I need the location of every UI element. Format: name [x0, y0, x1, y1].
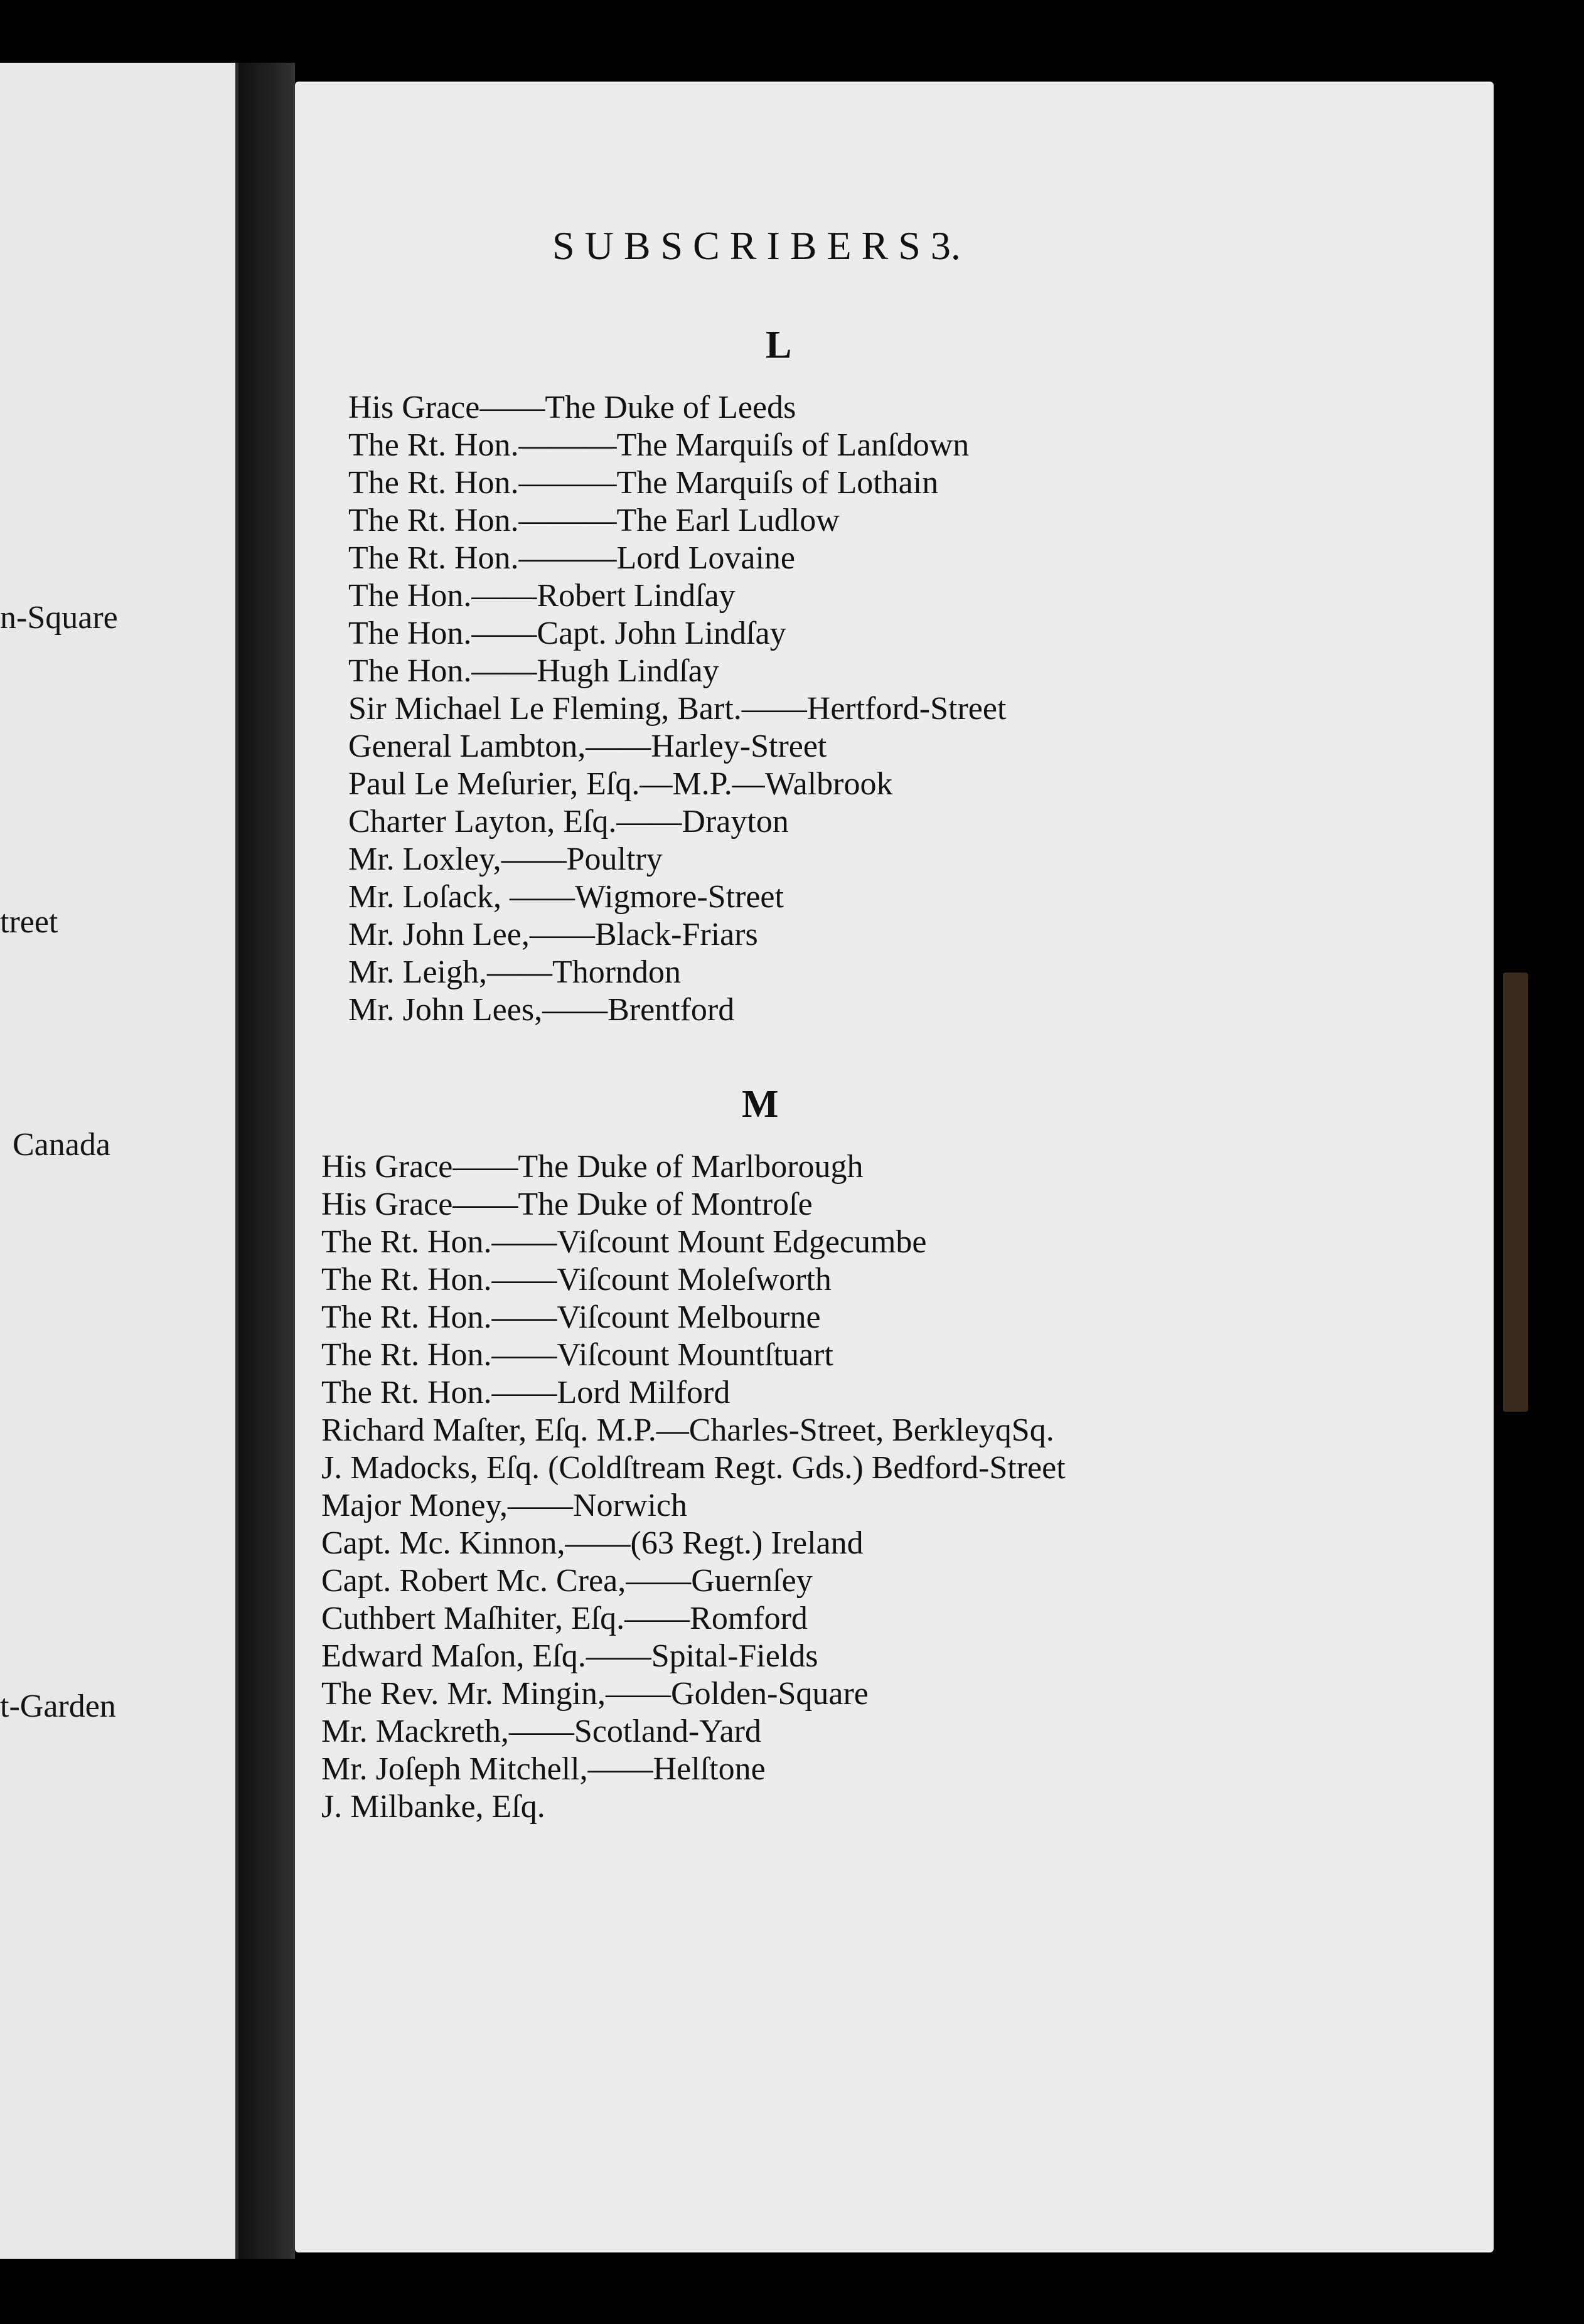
list-item: Mr. Leigh,——Thorndon — [348, 954, 682, 990]
list-item: The Hon.——Hugh Lindſay — [348, 653, 719, 689]
list-item: Mr. Loſack, ——Wigmore-Street — [348, 879, 784, 915]
list-item: Sir Michael Le Fleming, Bart.——Hertford-Street — [348, 691, 1007, 727]
list-item: The Rt. Hon.——Lord Milford — [321, 1375, 730, 1410]
page-header — [552, 223, 961, 269]
list-item: Major Money,——Norwich — [321, 1488, 687, 1523]
list-item: His Grace——The Duke of Leeds — [348, 390, 796, 425]
page-edge-shadow — [1503, 973, 1528, 1412]
left-page-fragment: treet — [0, 904, 58, 940]
subscribers-page — [295, 82, 1494, 2252]
subscriber-list-m — [321, 1148, 1476, 1932]
list-item: His Grace——The Duke of Montroſe — [321, 1186, 813, 1222]
list-item: Mr. Loxley,——Poultry — [348, 841, 663, 877]
list-item: Edward Maſon, Eſq.——Spital-Fields — [321, 1638, 818, 1674]
list-item: The Rt. Hon.———The Marquiſs of Lothain — [348, 465, 939, 501]
list-item: The Hon.——Capt. John Lindſay — [348, 616, 786, 651]
list-item: J. Madocks, Eſq. (Coldſtream Regt. Gds.) Bedford-Street — [321, 1450, 1066, 1486]
left-page-fragment: Canada — [13, 1127, 110, 1163]
list-item: The Rev. Mr. Mingin,——Golden-Square — [321, 1676, 869, 1712]
list-item: The Rt. Hon.——Viſcount Melbourne — [321, 1299, 821, 1335]
list-item: The Rt. Hon.———Lord Lovaine — [348, 540, 795, 576]
page-number: 3. — [930, 223, 961, 268]
left-page-fragment: t-Garden — [0, 1688, 116, 1724]
list-item: The Rt. Hon.———The Marquiſs of Lanſdown — [348, 427, 970, 463]
list-item: The Rt. Hon.——Viſcount Moleſworth — [321, 1262, 832, 1298]
list-item: Mr. Joſeph Mitchell,——Helſtone — [321, 1751, 766, 1787]
book-gutter — [238, 63, 295, 2259]
list-item: His Grace——The Duke of Marlborough — [321, 1149, 864, 1185]
list-item: The Hon.——Robert Lindſay — [348, 578, 736, 614]
list-item: Mr. John Lees,——Brentford — [348, 992, 735, 1028]
list-item: The Rt. Hon.——Viſcount Mount Edgecumbe — [321, 1224, 927, 1260]
subscriber-list-l — [348, 389, 1478, 1079]
list-item: Capt. Mc. Kinnon,——(63 Regt.) Ireland — [321, 1525, 864, 1561]
list-item: Mr. John Lee,——Black-Friars — [348, 917, 758, 952]
list-item: Mr. Mackreth,——Scotland-Yard — [321, 1714, 761, 1749]
list-item: Richard Maſter, Eſq. M.P.—Charles-Street, BerkleyqSq. — [321, 1412, 1054, 1448]
list-item: J. Milbanke, Eſq. — [321, 1789, 545, 1825]
left-page-fragment: n-Square — [0, 600, 118, 636]
previous-page-fragment — [0, 63, 239, 2259]
section-letter-l: L — [766, 324, 792, 366]
list-item: General Lambton,——Harley-Street — [348, 728, 827, 764]
page-title: SUBSCRIBERS — [552, 223, 931, 268]
list-item: The Rt. Hon.——Viſcount Mountſtuart — [321, 1337, 833, 1373]
list-item: Cuthbert Maſhiter, Eſq.——Romford — [321, 1601, 808, 1636]
list-item: Capt. Robert Mc. Crea,——Guernſey — [321, 1563, 813, 1599]
list-item: Charter Layton, Eſq.——Drayton — [348, 804, 789, 840]
section-letter-m: M — [742, 1083, 779, 1126]
list-item: Paul Le Meſurier, Eſq.—M.P.—Walbrook — [348, 766, 893, 802]
list-item: The Rt. Hon.———The Earl Ludlow — [348, 503, 840, 538]
